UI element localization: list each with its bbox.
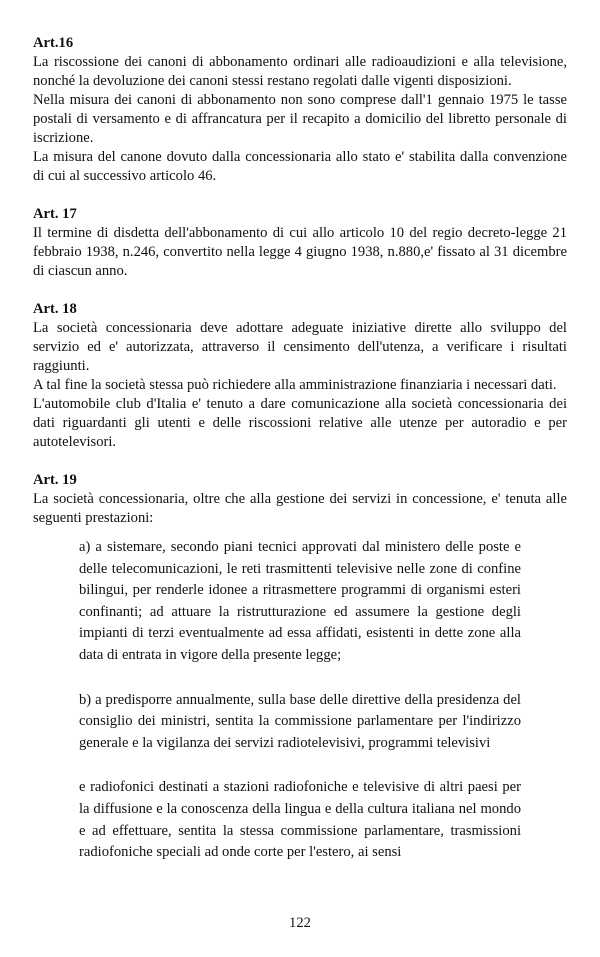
article-19: [33, 471, 567, 864]
article-title: Art.16: [33, 35, 74, 51]
list-item: a) a sistemare, secondo piani tecnici approvati dal ministero delle poste e delle telecomunicazioni, le reti trasmittenti televisive nelle zone di confine bilingui, per renderle idonee a ritrasmettere programmi di organismi esteri confinanti; ad attuare la ristrutturazione ed assumere la gestione degli impianti di terzi eventualmente ad essa affidati, esistenti in dette zone alla data di entrata in vigore della presente legge;: [79, 539, 521, 663]
article-title: Art. 17: [33, 206, 77, 222]
indented-item-list: [79, 537, 521, 864]
article-paragraph: La società concessionaria deve adottare adeguate iniziative dirette allo sviluppo del servizio ed e' autorizzata, attraverso il censimento dell'utenza, a verificare i risultati raggiunti.: [33, 320, 567, 374]
page-number: 122: [289, 915, 311, 931]
article-paragraph: Il termine di disdetta dell'abbonamento di cui allo articolo 10 del regio decreto-legge 21 febbraio 1938, n.246, convertito nella legge 4 giugno 1938, n.880,e' fissato al 31 dicembre di ciascun anno.: [33, 225, 567, 279]
list-item: e radiofonici destinati a stazioni radiofoniche e televisive di altri paesi per la diffusione e la conoscenza della lingua e della cultura italiana nel mondo e ad effettuare, sentita la stessa commissione parlamentare, trasmissioni radiofoniche speciali ad onde corte per l'estero, ai sensi: [79, 779, 521, 861]
article-paragraph: La riscossione dei canoni di abbonamento ordinari alle radioaudizioni e alla televisione, nonché la devoluzione dei canoni stessi restano regolati dalle vigenti disposizioni.: [33, 54, 567, 89]
article-paragraph: A tal fine la società stessa può richiedere alla amministrazione finanziaria i necessari dati.: [33, 377, 557, 393]
article-paragraph: La misura del canone dovuto dalla concessionaria allo stato e' stabilita dalla convenzione di cui al successivo articolo 46.: [33, 149, 567, 184]
document-page: [33, 34, 567, 883]
article-title: Art. 19: [33, 472, 77, 488]
article-paragraph: La società concessionaria, oltre che alla gestione dei servizi in concessione, e' tenuta alle seguenti prestazioni:: [33, 491, 567, 526]
list-item: b) a predisporre annualmente, sulla base delle direttive della presidenza del consiglio dei ministri, sentita la commissione parlamentare per l'indirizzo generale e la vigilanza dei servizi radiotelevisivi, programmi televisivi: [79, 691, 521, 751]
article-title: Art. 18: [33, 301, 77, 317]
article-paragraph: Nella misura dei canoni di abbonamento non sono comprese dall'1 gennaio 1975 le tasse postali di versamento e di affrancatura per il recapito a domicilio del libretto personale di iscrizione.: [33, 92, 567, 146]
article-paragraph: L'automobile club d'Italia e' tenuto a dare comunicazione alla società concessionaria dei dati riguardanti gli utenti e delle riscossioni relative alle utenze per autoradio e per autotelevisori.: [33, 396, 567, 450]
article-18: [33, 300, 567, 452]
article-17: [33, 205, 567, 281]
article-16: [33, 34, 567, 186]
